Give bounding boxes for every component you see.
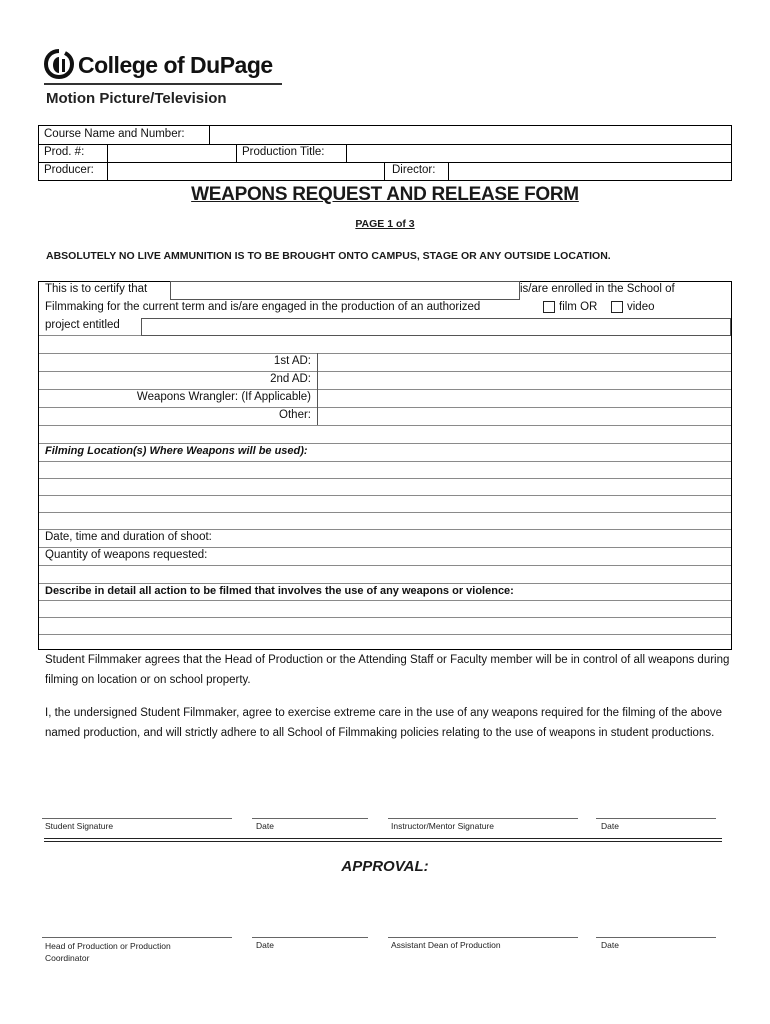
course-label: Course Name and Number: — [44, 128, 185, 140]
form-title: WEAPONS REQUEST AND RELEASE FORM — [191, 184, 579, 205]
first-ad-field[interactable] — [318, 354, 731, 371]
project-entitled-label: project entitled — [45, 319, 120, 331]
second-ad-label: 2nd AD: — [270, 373, 311, 385]
date-label: Date — [256, 940, 274, 950]
instructor-signature-label: Instructor/Mentor Signature — [391, 821, 494, 831]
cell-divider — [384, 162, 385, 180]
prod-number-field[interactable] — [108, 144, 236, 162]
producer-label: Producer: — [44, 164, 94, 176]
second-ad-field[interactable] — [318, 372, 731, 389]
film-checkbox[interactable] — [543, 301, 555, 313]
describe-action-heading: Describe in detail all action to be filmed that involves the use of any weapons or violence: — [45, 585, 514, 597]
control-agreement-paragraph: Student Filmmaker agrees that the Head of Production or the Attending Staff or Faculty member will be in control of all weapons during filming on location or on school property. — [45, 654, 730, 686]
date-label: Date — [256, 821, 274, 831]
logo-divider — [44, 83, 282, 85]
date-label: Date — [601, 940, 619, 950]
assistant-dean-label: Assistant Dean of Production — [391, 940, 501, 950]
film-label: film OR — [559, 301, 598, 313]
producer-field[interactable] — [108, 162, 384, 180]
date-line[interactable] — [252, 818, 368, 819]
video-checkbox[interactable] — [611, 301, 623, 313]
student-names-field[interactable] — [170, 281, 520, 300]
logo-text: College of DuPage — [78, 52, 273, 78]
college-logo — [44, 46, 284, 86]
date-line[interactable] — [596, 818, 716, 819]
head-of-production-signature-line[interactable] — [42, 937, 232, 938]
page-indicator: PAGE 1 of 3 — [355, 218, 415, 230]
production-info-table — [38, 125, 732, 181]
approval-heading: APPROVAL: — [341, 858, 429, 875]
date-line[interactable] — [596, 937, 716, 938]
director-label: Director: — [392, 164, 436, 176]
row-divider — [39, 565, 731, 566]
certify-text-line2: Filmmaking for the current term and is/are engaged in the production of an authorized — [45, 301, 481, 313]
wrangler-field[interactable] — [318, 390, 731, 407]
prod-number-label: Prod. #: — [44, 146, 85, 158]
student-signature-label: Student Signature — [45, 821, 114, 831]
assistant-dean-signature-line[interactable] — [388, 937, 578, 938]
section-divider — [44, 838, 722, 842]
certify-text-start: This is to certify that — [45, 283, 148, 295]
college-logo-icon — [44, 48, 74, 80]
video-label: video — [627, 301, 655, 313]
production-title-field[interactable] — [347, 144, 731, 162]
first-ad-label: 1st AD: — [273, 355, 311, 367]
student-signature-line[interactable] — [42, 818, 232, 819]
row-divider — [39, 583, 731, 584]
ammunition-warning: ABSOLUTELY NO LIVE AMMUNITION IS TO BE BROUGHT ONTO CAMPUS, STAGE OR ANY OUTSIDE LOCATION. — [46, 250, 611, 262]
production-title-label: Production Title: — [242, 146, 325, 158]
course-field[interactable] — [210, 126, 731, 144]
care-agreement-paragraph: I, the undersigned Student Filmmaker, agree to exercise extreme care in the use of any weapons required for the filming of the above named production, and will strictly adhere to all School of Filmmaking policies relating to the use of weapons in student productions. — [45, 707, 722, 739]
filming-locations-heading: Filming Location(s) Where Weapons will be used): — [45, 445, 308, 457]
describe-action-field[interactable] — [39, 601, 731, 649]
quantity-field[interactable] — [239, 548, 731, 565]
other-field[interactable] — [318, 408, 731, 425]
cell-divider — [236, 144, 237, 162]
project-title-field[interactable] — [141, 318, 731, 336]
date-time-field[interactable] — [239, 530, 731, 547]
filming-locations-field[interactable] — [39, 462, 731, 528]
other-label: Other: — [279, 409, 311, 421]
date-label: Date — [601, 821, 619, 831]
weapons-request-table — [38, 281, 732, 650]
date-line[interactable] — [252, 937, 368, 938]
department-name: Motion Picture/Television — [46, 90, 227, 107]
row-divider — [39, 425, 731, 426]
head-of-production-label: Head of Production or Production Coordinator — [45, 941, 171, 963]
wrangler-label: Weapons Wrangler: (If Applicable) — [136, 391, 311, 403]
instructor-signature-line[interactable] — [388, 818, 578, 819]
date-time-label: Date, time and duration of shoot: — [45, 531, 212, 543]
row-divider — [39, 443, 731, 444]
certify-text-end: is/are enrolled in the School of — [520, 283, 675, 295]
quantity-label: Quantity of weapons requested: — [45, 549, 208, 561]
director-field[interactable] — [449, 162, 731, 180]
